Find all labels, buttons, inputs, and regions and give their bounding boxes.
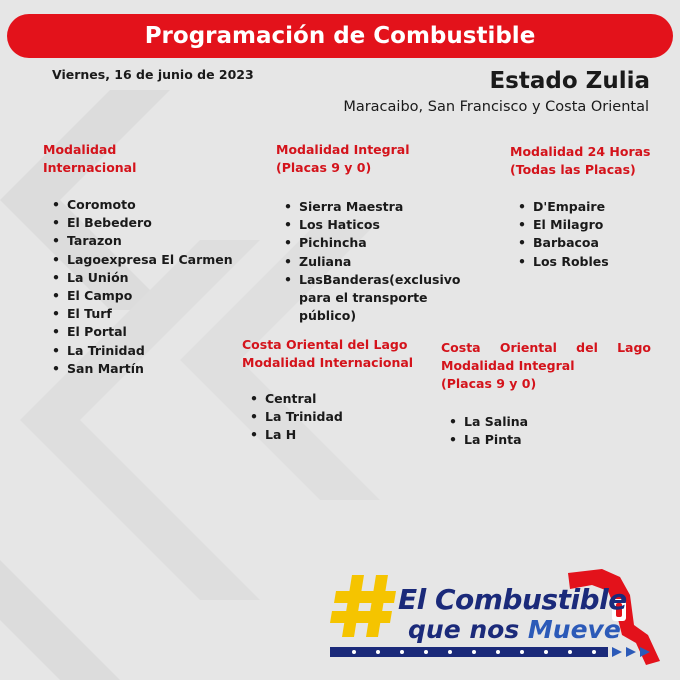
list-item: • Zuliana (277, 253, 460, 271)
logo-text-line2 (408, 615, 621, 644)
list-item: • El Bebedero (45, 214, 233, 232)
date-label: Viernes, 16 de junio de 2023 (52, 67, 254, 82)
section-title-line: Modalidad 24 Horas (510, 144, 651, 159)
section-title-24h (510, 143, 651, 179)
list-item: • Pichincha (277, 234, 460, 252)
list-item: • La H (243, 426, 343, 444)
list-item-line: para el transporte público) (299, 289, 428, 324)
list-item: • San Martín (45, 360, 233, 378)
list-item: • Lagoexpresa El Carmen (45, 251, 233, 269)
section-title-line: (Placas 9 y 0) (441, 376, 537, 391)
list-item: • El Turf (45, 305, 233, 323)
list-integral (277, 198, 460, 325)
list-item-line (299, 271, 460, 289)
word: Costa (441, 340, 481, 355)
list-item: • El Portal (45, 323, 233, 341)
list-item: • Coromoto (45, 196, 233, 214)
section-title-line (441, 339, 651, 357)
logo-text-line1: El Combustible (398, 583, 627, 616)
section-title-line: (Placas 9 y 0) (276, 160, 372, 175)
list-item: • Sierra Maestra (277, 198, 460, 216)
list-item: • La Trinidad (243, 408, 343, 426)
campaign-logo (330, 565, 670, 675)
list-item: • La Salina (442, 413, 528, 431)
section-title-col-integral (441, 339, 651, 393)
section-title-line: (Todas las Placas) (510, 162, 636, 177)
logo-text-part: que nos (408, 615, 528, 644)
word: • Las (299, 271, 323, 287)
list-col-internacional (243, 390, 343, 445)
list-item: • Los Robles (511, 253, 609, 271)
section-title-line: Modalidad Internacional (242, 355, 414, 370)
section-title-line: Modalidad Integral (441, 358, 575, 373)
list-item: • La Trinidad (45, 342, 233, 360)
section-title-line: Costa Oriental del Lago (242, 337, 408, 352)
header-title: Programación de Combustible (144, 23, 536, 49)
word: Lago (617, 340, 651, 355)
hashtag-icon (330, 575, 396, 637)
list-item: • La Pinta (442, 431, 528, 449)
list-item: • El Campo (45, 287, 233, 305)
list-item: • El Milagro (511, 216, 609, 234)
list-item (277, 271, 460, 326)
word: (exclusivo (389, 271, 461, 287)
list-internacional (45, 196, 233, 378)
list-item: • Los Haticos (277, 216, 460, 234)
logo-text-part: Mueve (527, 615, 621, 644)
list-item: • Tarazon (45, 232, 233, 250)
list-col-integral (442, 413, 528, 449)
word: del (576, 340, 598, 355)
header-banner (7, 14, 673, 58)
section-title-line: Internacional (43, 160, 137, 175)
section-title-internacional (43, 141, 136, 177)
cities-subtitle: Maracaibo, San Francisco y Costa Oriental (343, 99, 649, 115)
word: Banderas (322, 271, 390, 287)
list-item: • La Unión (45, 269, 233, 287)
list-item: • Barbacoa (511, 234, 609, 252)
section-title-line: Modalidad (43, 142, 117, 157)
section-title-integral (276, 141, 410, 177)
section-title-col-internacional (242, 336, 413, 372)
list-24h (511, 198, 609, 271)
state-title: Estado Zulia (489, 68, 650, 94)
list-item: • Central (243, 390, 343, 408)
section-title-line: Modalidad Integral (276, 142, 410, 157)
word: Oriental (499, 340, 557, 355)
list-item: • D'Empaire (511, 198, 609, 216)
